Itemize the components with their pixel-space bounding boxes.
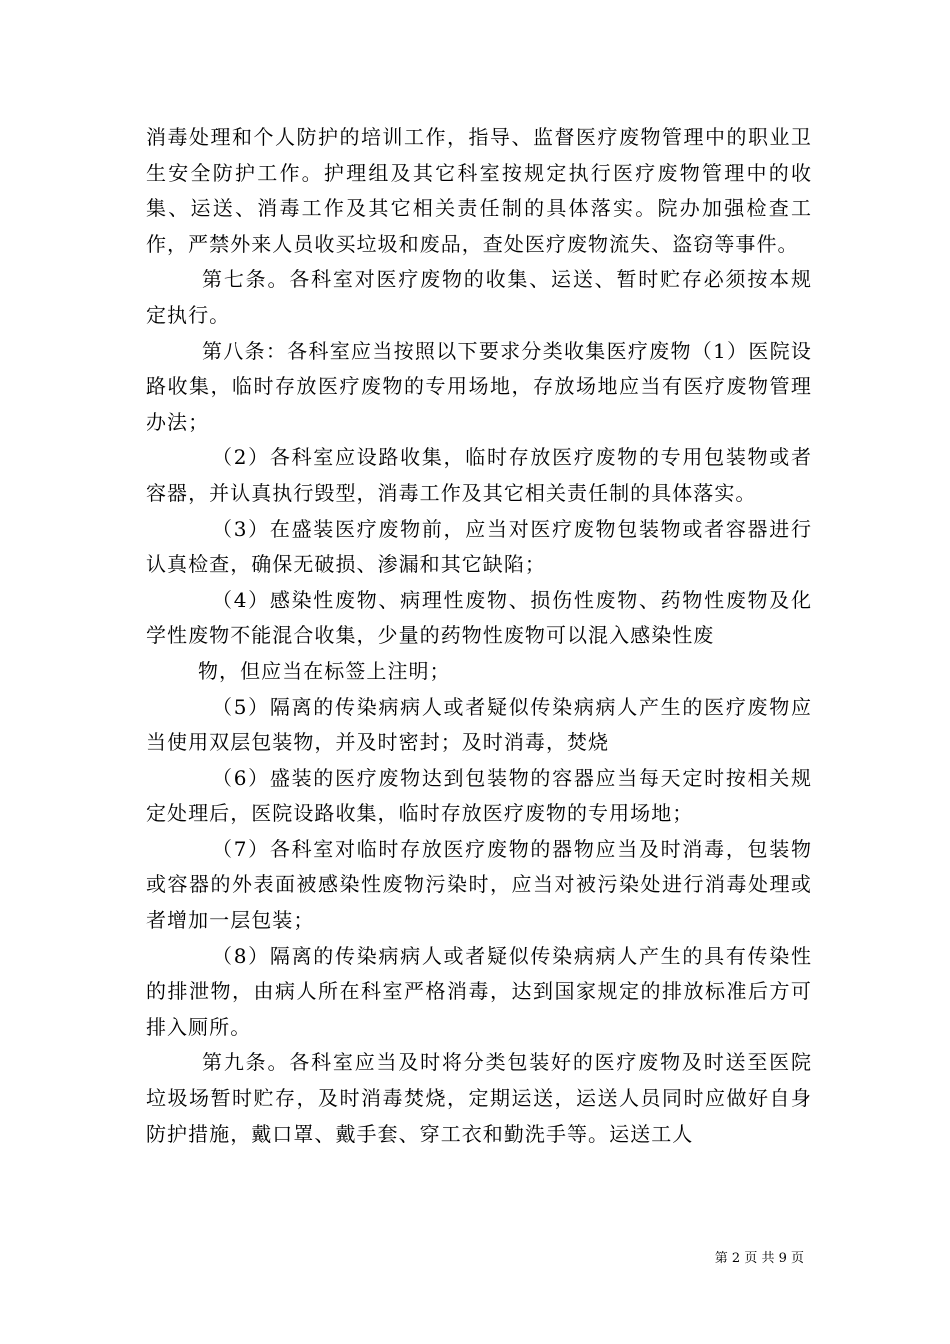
paragraph-item-3: （3）在盛装医疗废物前，应当对医疗废物包装物或者容器进行认真检查，确保无破损、渗漏和其它缺陷；: [146, 516, 812, 577]
document-body: [146, 120, 812, 1152]
paragraph-article-8: 第八条：各科室应当按照以下要求分类收集医疗废物（1）医院设路收集，临时存放医疗废物的专用场地，存放场地应当有医疗废物管理办法；: [146, 338, 812, 434]
paragraph-item-5: （5）隔离的传染病病人或者疑似传染病病人产生的医疗废物应当使用双层包装物，并及时密封；及时消毒，焚烧: [146, 694, 812, 755]
paragraph-item-6: （6）盛装的医疗废物达到包装物的容器应当每天定时按相关规定处理后，医院设路收集，临时存放医疗废物的专用场地；: [146, 765, 812, 826]
paragraph-item-4: （4）感染性废物、病理性废物、损伤性废物、药物性废物及化学性废物不能混合收集，少量的药物性废物可以混入感染性废: [146, 587, 812, 648]
paragraph-item-7: （7）各科室对临时存放医疗废物的器物应当及时消毒，包装物或容器的外表面被感染性废物污染时，应当对被污染处进行消毒处理或者增加一层包装；: [146, 836, 812, 933]
paragraph-article-7: 第七条。各科室对医疗废物的收集、运送、暂时贮存必须按本规定执行。: [146, 267, 812, 327]
page-number-footer: 第 2 页 共 9 页: [714, 1251, 804, 1266]
paragraph-article-9: 第九条。各科室应当及时将分类包装好的医疗废物及时送至医院垃圾场暂时贮存，及时消毒焚烧，定期运送，运送人员同时应做好自身防护措施，戴口罩、戴手套、穿工衣和勤洗手等。运送工人: [146, 1050, 812, 1146]
paragraph-item-4-continued: 物，但应当在标签上注明；: [198, 658, 451, 683]
paragraph: 消毒处理和个人防护的培训工作，指导、监督医疗废物管理中的职业卫生安全防护工作。护理组及其它科室按规定执行医疗废物管理中的收集、运送、消毒工作及其它相关责任制的具体落实。院办加强检查工作，严禁外来人员收买垃圾和废品，查处医疗废物流失、盗窃等事件。: [146, 125, 812, 256]
paragraph-item-2: （2）各科室应设路收集，临时存放医疗废物的专用包装物或者容器，并认真执行毁型，消毒工作及其它相关责任制的具体落实。: [146, 445, 812, 505]
paragraph-item-8: （8）隔离的传染病病人或者疑似传染病病人产生的具有传染性的排泄物，由病人所在科室严格消毒，达到国家规定的排放标准后方可排入厕所。: [146, 943, 812, 1039]
